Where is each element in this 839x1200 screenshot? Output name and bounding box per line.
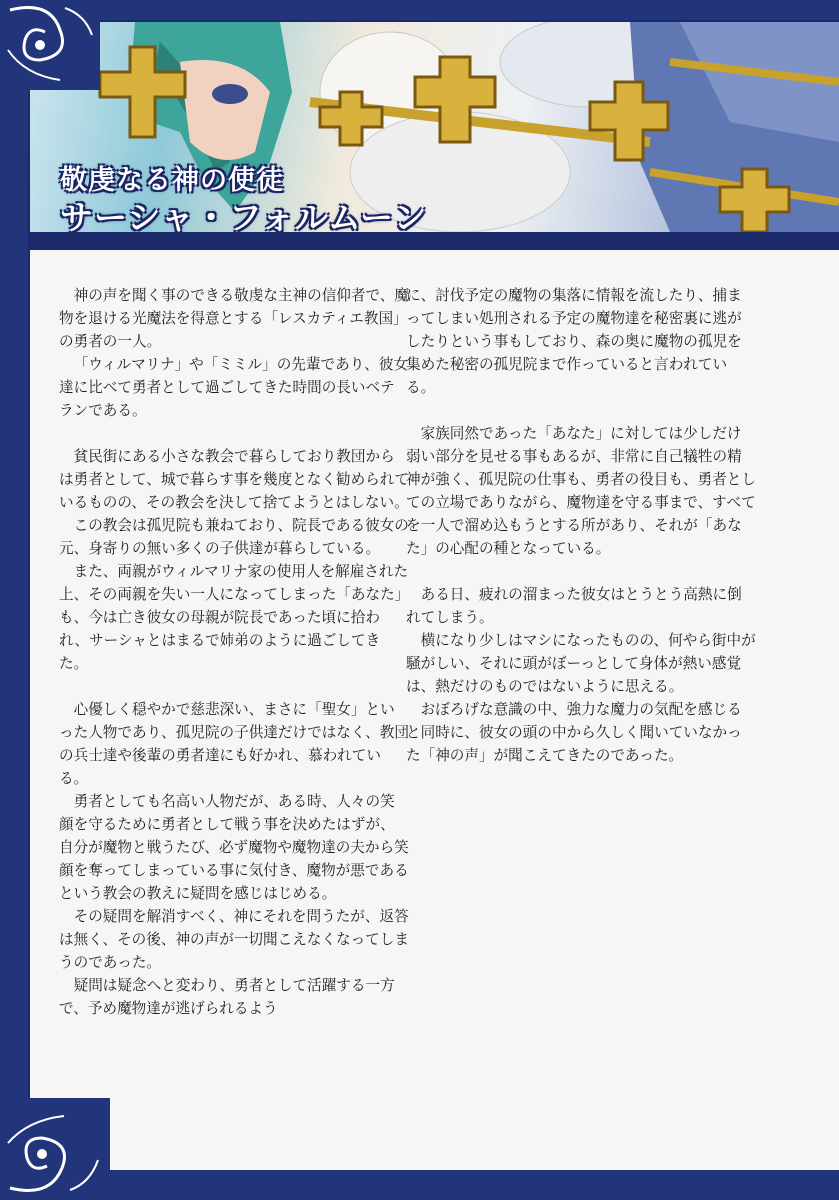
right-text-column	[406, 284, 756, 767]
paragraph: 心優しく穏やかで慈悲深い、まさに「聖女」といった人物であり、孤児院の子供達だけではなく、教団の兵士達や後輩の勇者達にも好かれ、慕われている。	[59, 701, 409, 787]
paragraph: 家族同然であった「あなた」に対しては少しだけ弱い部分を見せる事もあるが、非常に自己犠牲の精神が強く、孤児院の仕事も、勇者の役目も、勇者としての立場でありながら、魔物達を守る事まで、すべてを一人で溜め込もうとする所があり、それが「あなた」の心配の種となっている。	[406, 425, 756, 557]
paragraph: おぼろげな意識の中、強力な魔力の気配を感じると同時に、彼女の頭の中から久しく聞いていなかった「神の声」が聞こえてきたのであった。	[406, 701, 742, 764]
left-text-column	[59, 284, 409, 1020]
corner-ornament-icon	[0, 1098, 110, 1200]
paragraph: 「ウィルマリナ」や「ミミル」の先輩であり、彼女達に比べて勇者として過ごしてきた時間の長いベテランである。	[59, 356, 409, 419]
paragraph: 勇者としても名高い人物だが、ある時、人々の笑顔を守るために勇者として戦う事を決めたはずが、自分が魔物と戦うたび、必ず魔物や魔物達の夫から笑顔を奪ってしまっている事に気付き、魔物が悪であるという教会の教えに疑問を感じはじめる。	[59, 793, 409, 902]
paragraph: に、討伐予定の魔物の集落に情報を流したり、捕まってしまい処刑される予定の魔物達を秘密裏に逃がしたりという事もしており、森の奥に魔物の孤児を集めた秘密の孤児院まで作っていると言われている。	[406, 287, 742, 396]
character-title	[60, 164, 427, 232]
paragraph: 貧民街にある小さな教会で暮らしており教団からは勇者として、城で暮らす事を幾度となく勧められているものの、その教会を決して捨てようとはしない。	[59, 448, 409, 511]
paragraph: 神の声を聞く事のできる敬虔な主神の信仰者で、魔物を退ける光魔法を得意とする「レスカティエ教国」の勇者の一人。	[59, 287, 409, 350]
paragraph-spacer	[59, 422, 409, 445]
paragraph: この教会は孤児院も兼ねており、院長である彼女の元、身寄りの無い多くの子供達が暮らしている。	[59, 517, 409, 557]
corner-ornament-icon	[0, 0, 100, 90]
character-epithet: 敬虔なる神の使徒	[60, 165, 284, 196]
paragraph: 疑問は疑念へと変わり、勇者として活躍する一方で、予め魔物達が逃げられるよう	[59, 977, 395, 1017]
paragraph: 横になり少しはマシになったものの、何やら街中が騒がしい、それに頭がぼーっとして身体が熱い感覚は、熱だけのものではないように思える。	[406, 632, 756, 695]
paragraph: また、両親がウィルマリナ家の使用人を解雇された上、その両親を失い一人になってしまった「あなた」も、今は亡き彼女の母親が院長であった頃に拾われ、サーシャとはまるで姉弟のように過ごしてきた。	[59, 563, 409, 672]
paragraph: その疑問を解消すべく、神にそれを問うたが、返答は無く、その後、神の声が一切聞こえなくなってしまうのであった。	[59, 908, 409, 971]
paragraph-spacer	[406, 560, 756, 583]
paragraph-spacer	[406, 399, 756, 422]
header-illustration	[30, 22, 839, 232]
paragraph-spacer	[59, 675, 409, 698]
paragraph: ある日、疲れの溜まった彼女はとうとう高熱に倒れてしまう。	[406, 586, 742, 626]
character-name: サーシャ・フォルムーン	[60, 198, 428, 232]
